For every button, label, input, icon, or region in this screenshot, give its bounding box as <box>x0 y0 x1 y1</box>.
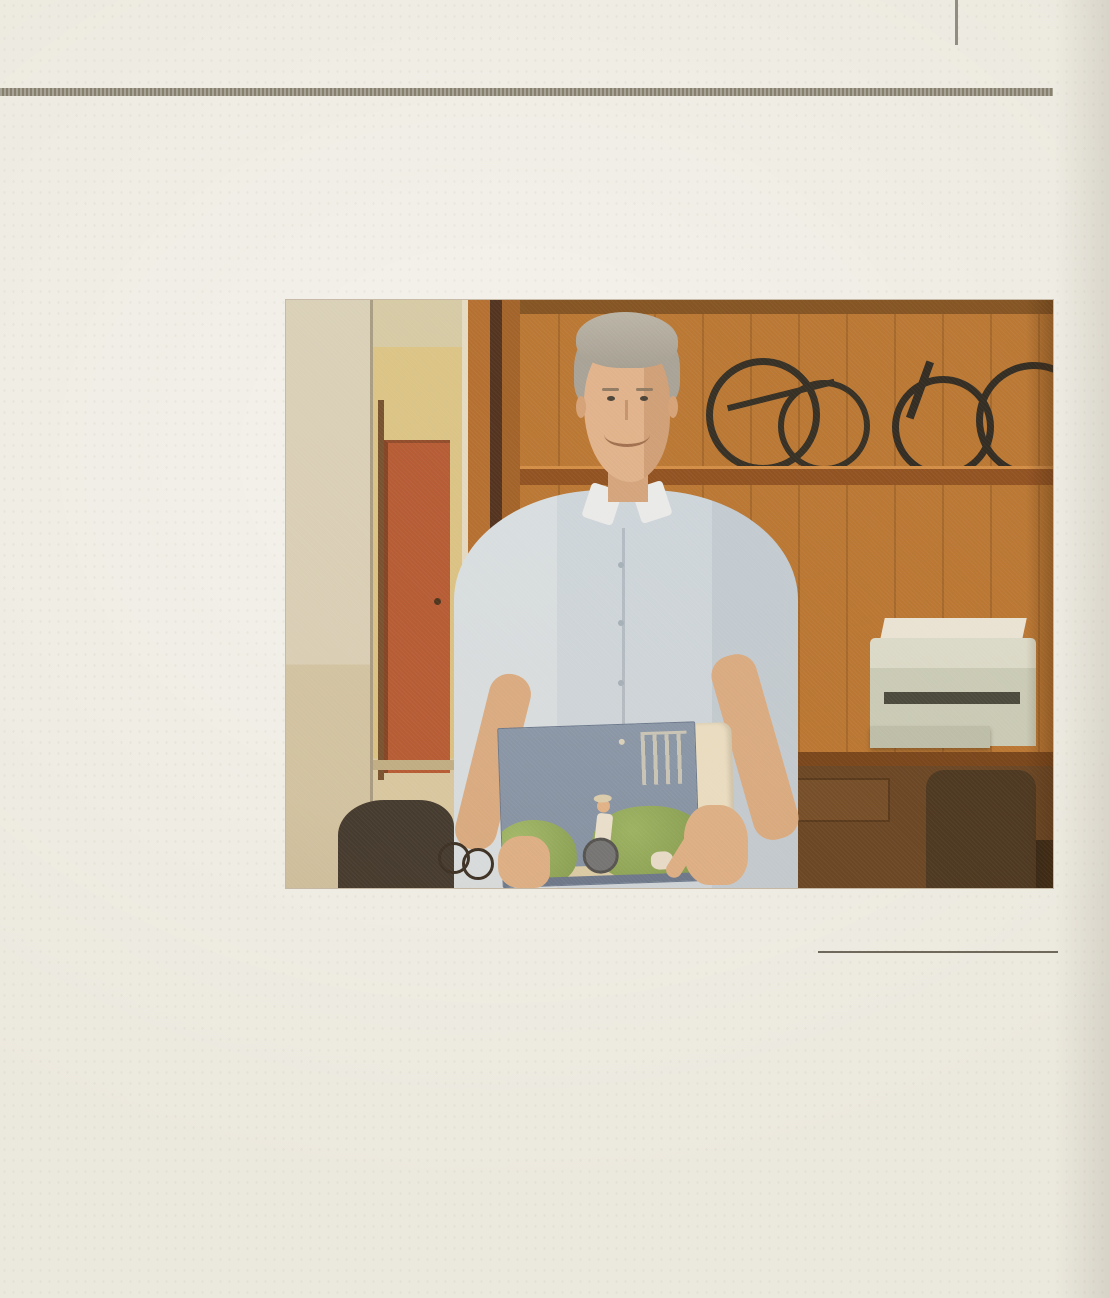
photo-color-tint <box>286 300 1053 888</box>
article-photo <box>286 300 1053 888</box>
column-c <box>818 935 1058 1298</box>
column-b <box>550 933 802 1298</box>
lead-paragraph <box>20 420 272 426</box>
column-a-body <box>287 935 539 1298</box>
column-1-body <box>20 763 272 1298</box>
kicker <box>19 151 29 185</box>
horizontal-rule <box>0 88 1053 96</box>
fold-mark <box>955 0 958 45</box>
end-rule <box>818 951 1058 953</box>
photo-caption <box>287 894 294 918</box>
